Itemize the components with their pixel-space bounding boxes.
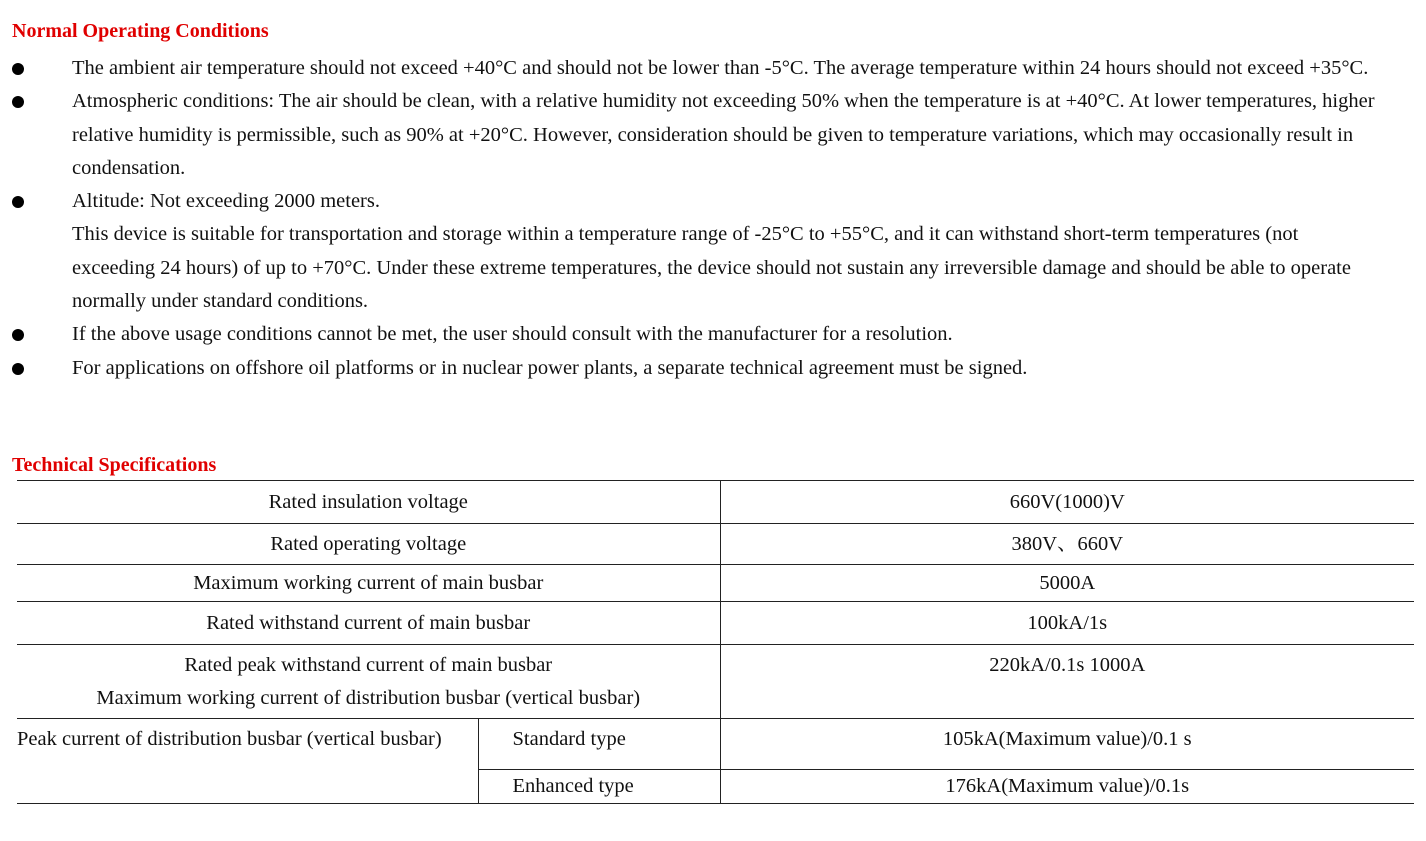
list-item-text: Altitude: Not exceeding 2000 meters. xyxy=(72,190,380,213)
table-row xyxy=(17,645,1414,719)
standard-type-value-cell: 105kA(Maximum value)/0.1 s xyxy=(720,719,1414,770)
bullet-icon xyxy=(12,329,24,341)
spec-param-cell: Maximum working current of main busbar xyxy=(17,565,720,602)
list-item-continuation: This device is suitable for transportation and storage within a temperature range of -25°C to +55°C, and it can withstand short-term temperatures (not exceeding 24 hours) of up to +70°C. Under these extreme temperatures, the device should not sustain any irreversible damage and should be able to operate normally under standard conditions. xyxy=(72,223,1351,313)
spec-value-cell: 100kA/1s xyxy=(720,602,1414,645)
table-row xyxy=(17,719,1414,770)
list-item xyxy=(0,185,1426,318)
spec-value-cell: 5000A xyxy=(720,565,1414,602)
spec-param-cell: Rated withstand current of main busbar xyxy=(17,602,720,645)
standard-type-label-cell: Standard type xyxy=(478,719,720,770)
spec-value-cell: 220kA/0.1s 1000A xyxy=(720,645,1414,719)
list-item xyxy=(0,52,1426,85)
enhanced-type-label-cell: Enhanced type xyxy=(478,770,720,804)
peak-current-label-cell: Peak current of distribution busbar (vertical busbar) xyxy=(17,719,478,804)
spec-value-cell: 660V(1000)V xyxy=(720,481,1414,524)
list-item xyxy=(0,352,1426,385)
section-heading-technical-specifications: Technical Specifications xyxy=(12,454,217,476)
spec-param-cell: Rated insulation voltage xyxy=(17,481,720,524)
table-row xyxy=(17,602,1414,645)
bullet-icon xyxy=(12,363,24,375)
bullet-icon xyxy=(12,63,24,75)
list-item-text: For applications on offshore oil platforms or in nuclear power plants, a separate technical agreement must be signed. xyxy=(72,356,1028,379)
spec-param-line: Maximum working current of distribution busbar (vertical busbar) xyxy=(96,686,641,709)
list-item xyxy=(0,318,1426,351)
section-heading-operating-conditions: Normal Operating Conditions xyxy=(12,20,269,42)
table-row xyxy=(17,565,1414,602)
spec-param-cell xyxy=(17,645,720,719)
list-item xyxy=(0,85,1426,185)
list-item-text: The ambient air temperature should not exceed +40°C and should not be lower than -5°C. The average temperature within 24 hours should not exceed +35°C. xyxy=(72,57,1369,79)
bullet-icon xyxy=(12,96,24,108)
enhanced-type-value-cell: 176kA(Maximum value)/0.1s xyxy=(720,770,1414,804)
conditions-list xyxy=(0,52,1426,385)
table-row xyxy=(17,524,1414,565)
list-item-text: Atmospheric conditions: The air should be clean, with a relative humidity not exceeding 50% when the temperature is at +40°C. At lower temperatures, higher relative humidity is permissible, such as 90% at +20°C. However, consideration should be given to temperature variations, which may occasionally result in condensation. xyxy=(72,90,1375,179)
spec-value-cell: 380V、660V xyxy=(720,524,1414,565)
specifications-table xyxy=(17,480,1414,804)
bullet-icon xyxy=(12,196,24,208)
spec-param-line: Rated peak withstand current of main busbar xyxy=(184,653,553,676)
list-item-text: If the above usage conditions cannot be met, the user should consult with the manufacturer for a resolution. xyxy=(72,323,953,346)
spec-param-cell: Rated operating voltage xyxy=(17,524,720,565)
table-row xyxy=(17,481,1414,524)
